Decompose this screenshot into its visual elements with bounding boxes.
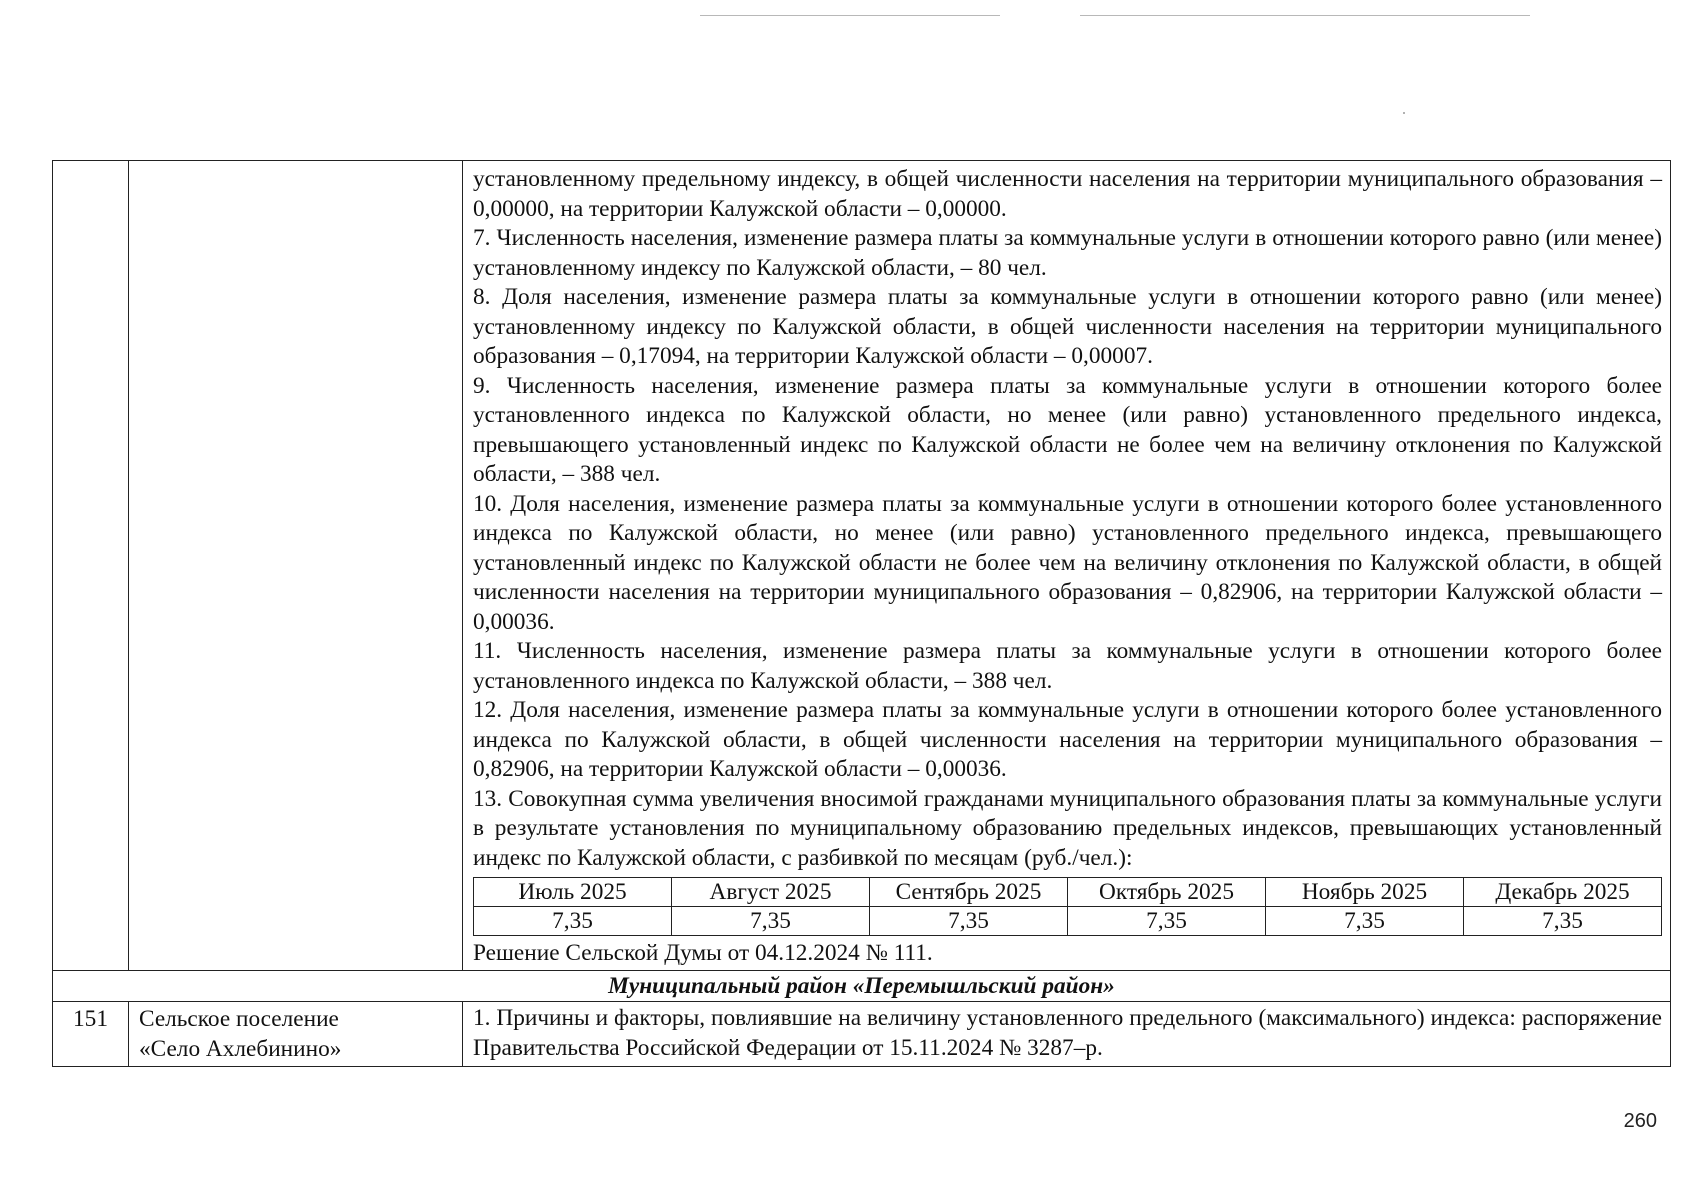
entry-name-line: Сельское поселение (139, 1006, 339, 1032)
entry-row (53, 1002, 1671, 1067)
monthly-increase-table (473, 877, 1662, 936)
indicators-cell (463, 161, 1671, 971)
scan-artifact-dot (1403, 112, 1405, 114)
monthly-header-row (474, 878, 1662, 907)
continuation-row (53, 161, 1671, 971)
municipal-index-table (52, 160, 1671, 1067)
month-header: Декабрь 2025 (1464, 878, 1662, 907)
entry-text: 1. Причины и факторы, повлиявшие на величину установленного предельного (максимального) индекса: распоряжение Правительства Российской Федерации от 15.11.2024 № 3287–р. (473, 1005, 1662, 1061)
month-value: 7,35 (1068, 907, 1266, 936)
scan-artifact-line (700, 15, 1000, 16)
indicator-paragraph: 11. Численность населения, изменение размера платы за коммунальные услуги в отношении которого более установленного индекса по Калужской области, – 388 чел. (473, 638, 1662, 694)
name-cell-empty (129, 161, 463, 971)
page-number: 260 (1623, 1110, 1657, 1132)
number-cell-empty (53, 161, 129, 971)
indicator-paragraph: 9. Численность населения, изменение размера платы за коммунальные услуги в отношении которого более установленного индекса по Калужской области, но менее (или равно) установленного предельного индекса, превышающего установленный индекс по Калужской области не более чем на величину отклонения по Калужской области, – 388 чел. (473, 372, 1662, 487)
district-heading: Муниципальный район «Перемышльский район» (53, 971, 1671, 1002)
indicator-paragraph: 12. Доля населения, изменение размера платы за коммунальные услуги в отношении которого более установленного индекса по Калужской области, в общей численности населения на территории муниципального образования – 0,82906, на территории Калужской области – 0,00036. (473, 697, 1662, 782)
month-value: 7,35 (1464, 907, 1662, 936)
month-header: Октябрь 2025 (1068, 878, 1266, 907)
decision-reference: Решение Сельской Думы от 04.12.2024 № 111. (473, 940, 933, 966)
indicator-paragraph: 8. Доля населения, изменение размера платы за коммунальные услуги в отношении которого равно (или менее) установленному индексу по Калужской области, в общей численности населения на территории муниципального образования – 0,17094, на территории Калужской области – 0,00007. (473, 284, 1662, 369)
entry-number: 151 (53, 1002, 129, 1067)
month-value: 7,35 (474, 907, 672, 936)
indicator-paragraph: 7. Численность населения, изменение размера платы за коммунальные услуги в отношении которого равно (или менее) установленному индексу по Калужской области, – 80 чел. (473, 225, 1662, 281)
entry-name (129, 1002, 463, 1067)
indicator-paragraph: 10. Доля населения, изменение размера платы за коммунальные услуги в отношении которого более установленного индекса по Калужской области, но менее (или равно) установленного предельного индекса, превышающего установленный индекс по Калужской области не более чем на величину отклонения по Калужской области, в общей численности населения на территории муниципального образования – 0,82906, на территории Калужской области – 0,00036. (473, 490, 1662, 635)
entry-text-cell (463, 1002, 1671, 1067)
monthly-value-row (474, 907, 1662, 936)
month-header: Сентябрь 2025 (870, 878, 1068, 907)
month-value: 7,35 (672, 907, 870, 936)
month-value: 7,35 (870, 907, 1068, 936)
entry-name-line: «Село Ахлебинино» (139, 1036, 342, 1062)
indicator-paragraph: установленному предельному индексу, в общей численности населения на территории муниципального образования – 0,00000, на территории Калужской области – 0,00000. (473, 166, 1662, 222)
month-header: Август 2025 (672, 878, 870, 907)
month-header: Ноябрь 2025 (1266, 878, 1464, 907)
district-heading-row (53, 971, 1671, 1002)
scan-artifact-line (1080, 15, 1530, 16)
month-value: 7,35 (1266, 907, 1464, 936)
indicator-paragraph: 13. Совокупная сумма увеличения вносимой гражданами муниципального образования платы за коммунальные услуги в результате установления по муниципальному образованию предельных индексов, превышающих установленный индекс по Калужской области, с разбивкой по месяцам (руб./чел.): (473, 785, 1662, 871)
month-header: Июль 2025 (474, 878, 672, 907)
